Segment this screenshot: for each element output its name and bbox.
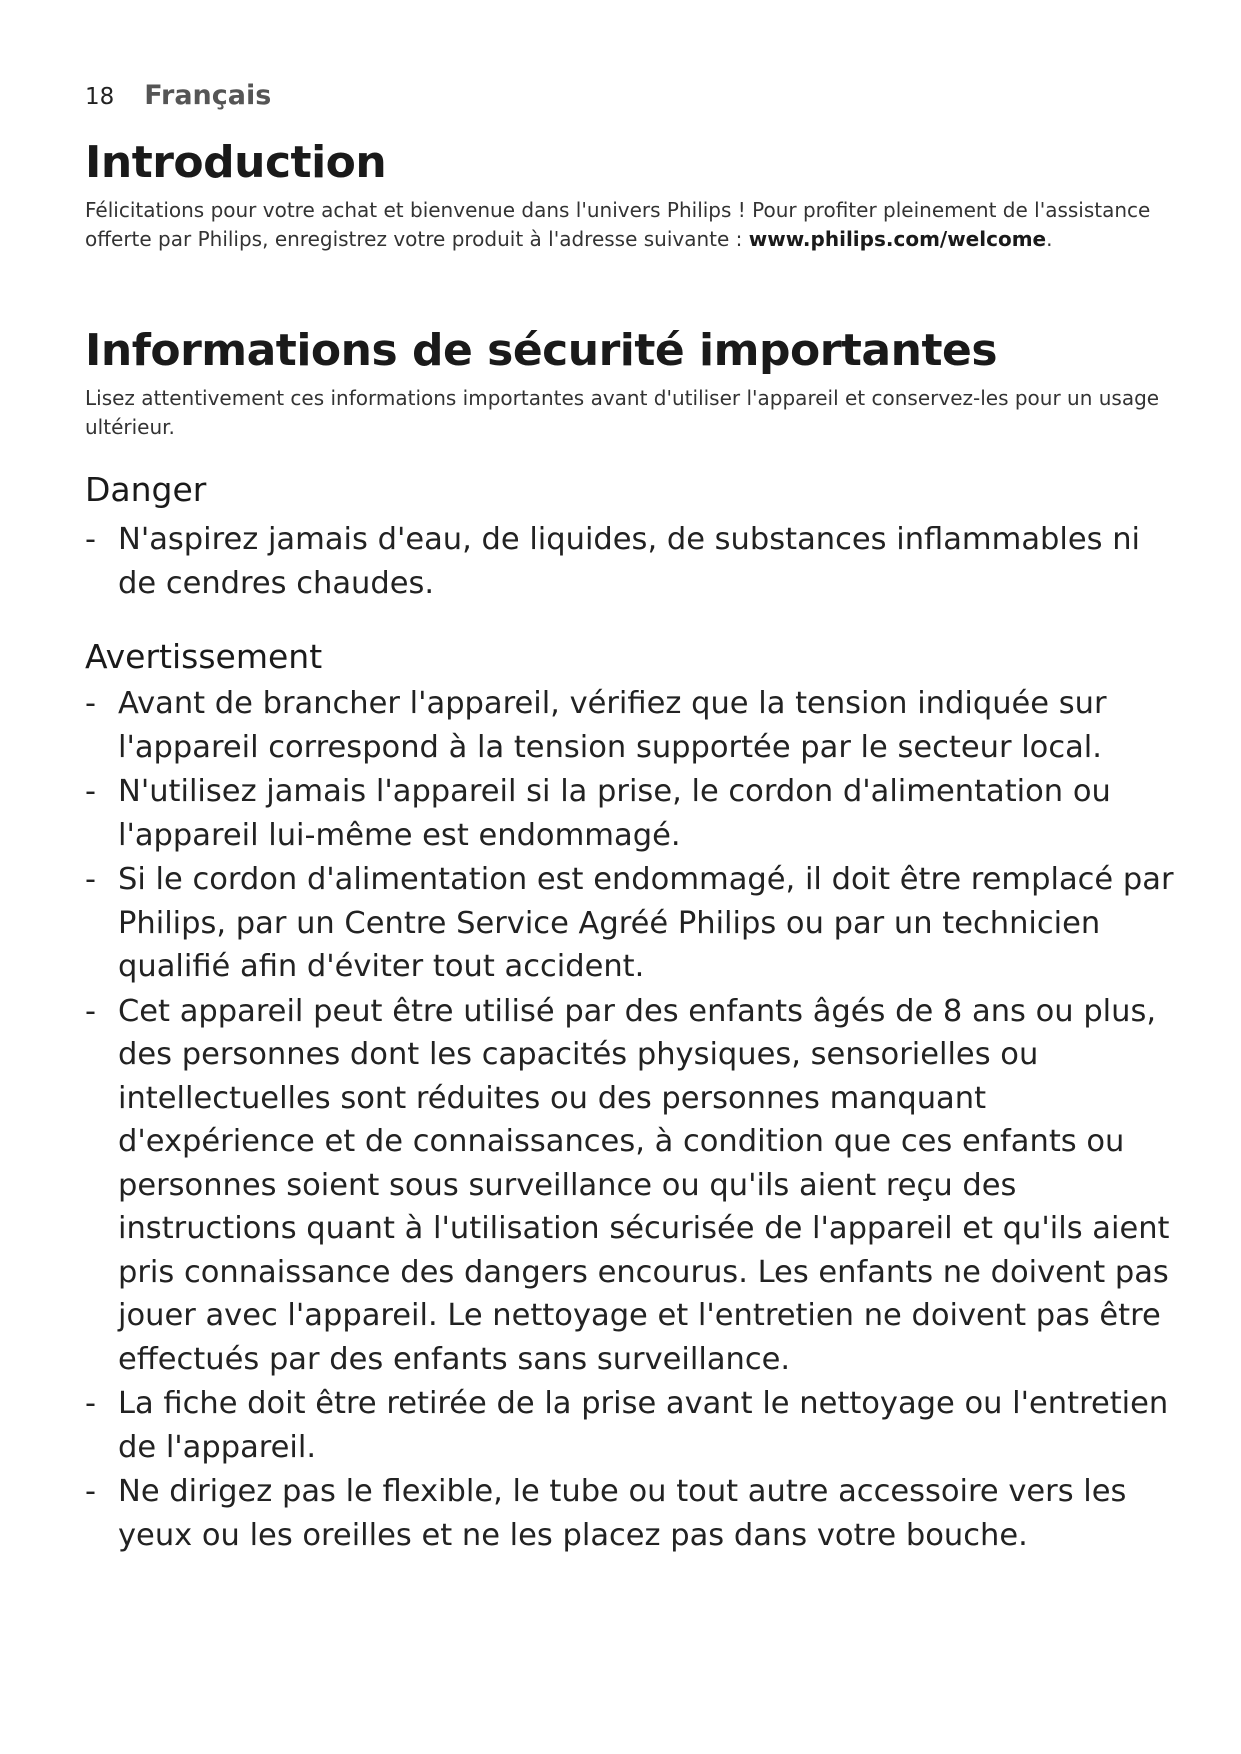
list-item <box>85 518 1175 605</box>
list-item-text: N'utilisez jamais l'appareil si la prise, le cordon d'alimentation ou l'appareil lui-même est endommagé. <box>118 774 1111 853</box>
list-item <box>85 990 1175 1382</box>
language-label: Français <box>144 80 272 111</box>
safety-paragraph: Lisez attentivement ces informations importantes avant d'utiliser l'appareil et conservez-les pour un usage ultérieur. <box>85 386 1160 439</box>
warning-list <box>85 682 1175 1558</box>
intro-text: Félicitations pour votre achat et bienvenue dans l'univers Philips ! Pour profiter pleinement de l'assistance offerte par Philips, enregistrez votre produit à l'adresse suivante : <box>85 198 1151 251</box>
dash-bullet: - <box>85 1386 97 1421</box>
list-item-text: La fiche doit être retirée de la prise avant le nettoyage ou l'entretien de l'appareil. <box>118 1386 1169 1465</box>
list-item <box>85 1470 1175 1557</box>
danger-list <box>85 518 1175 606</box>
list-item-text: Ne dirigez pas le flexible, le tube ou tout autre accessoire vers les yeux ou les oreilles et ne les placez pas dans votre bouche. <box>118 1474 1127 1553</box>
list-item-text: Avant de brancher l'appareil, vérifiez que la tension indiquée sur l'appareil correspond à la tension supportée par le secteur local. <box>118 686 1107 765</box>
list-item-text: Cet appareil peut être utilisé par des enfants âgés de 8 ans ou plus, des personnes dont les capacités physiques, sensorielles ou intellectuelles sont réduites ou des personnes manquant d'expérience et de connaissances, à condition que ces enfants ou personnes soient sous surveillance ou qu'ils aient reçu des instructions quant à l'utilisation sécurisée de l'appareil et qu'ils aient pris connaissance des dangers encourus. Les enfants ne doivent pas jouer avec l'appareil. Le nettoyage et l'entretien ne doivent pas être effectués par des enfants sans surveillance. <box>118 993 1170 1377</box>
list-item <box>85 770 1175 857</box>
dash-bullet: - <box>85 686 97 721</box>
list-item <box>85 858 1175 989</box>
welcome-link[interactable]: www.philips.com/welcome <box>748 226 1047 251</box>
warning-heading: Avertissement <box>85 637 323 676</box>
list-item-text: N'aspirez jamais d'eau, de liquides, de substances inflammables ni de cendres chaudes. <box>118 522 1141 601</box>
page-header <box>85 80 271 111</box>
dash-bullet: - <box>85 862 97 897</box>
dash-bullet: - <box>85 1474 97 1509</box>
danger-heading: Danger <box>85 470 207 509</box>
dash-bullet: - <box>85 774 97 809</box>
intro-url-suffix: . <box>1046 226 1053 251</box>
page-number: 18 <box>85 84 115 110</box>
list-item <box>85 682 1175 769</box>
dash-bullet: - <box>85 522 97 557</box>
dash-bullet: - <box>85 993 97 1029</box>
list-item-text: Si le cordon d'alimentation est endommagé, il doit être remplacé par Philips, par un Centre Service Agréé Philips ou par un technicien qualifié afin d'éviter tout accident. <box>118 862 1174 984</box>
list-item <box>85 1382 1175 1469</box>
intro-heading: Introduction <box>85 137 387 188</box>
intro-paragraph <box>85 196 1175 253</box>
safety-heading: Informations de sécurité importantes <box>85 325 998 376</box>
